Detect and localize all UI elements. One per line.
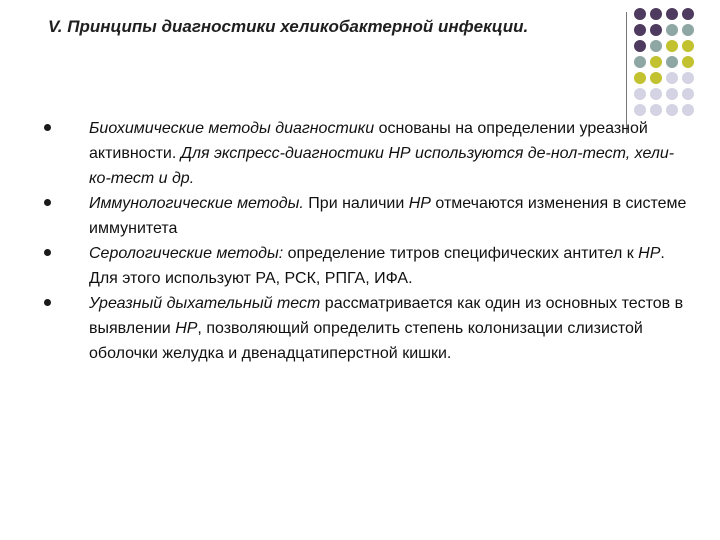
decorative-dot: [650, 88, 662, 100]
decorative-dot: [666, 104, 678, 116]
decorative-dot: [634, 40, 646, 52]
decorative-dot: [650, 104, 662, 116]
bullet-item: [44, 191, 694, 241]
decorative-dot-grid: [634, 8, 712, 118]
decorative-dot: [650, 8, 662, 20]
decorative-dot: [682, 56, 694, 68]
bullet-item: [44, 116, 694, 191]
bullet-dot-icon: [44, 249, 51, 256]
bullet-text-segment: НР: [408, 195, 431, 212]
bullet-item: [44, 291, 694, 366]
bullet-text-segment: Серологические методы:: [89, 245, 284, 262]
decorative-dot: [634, 56, 646, 68]
bullet-list: [44, 116, 694, 366]
decorative-dot: [650, 40, 662, 52]
bullet-text-segment: При наличии: [303, 195, 409, 212]
decorative-dot: [666, 88, 678, 100]
bullet-text-segment: , позволяющий определить степень колонизации слизистой оболочки желудка и двенадцатиперстной кишки.: [89, 320, 643, 362]
bullet-text-segment: Иммунологические методы.: [89, 195, 304, 212]
decorative-dot: [634, 104, 646, 116]
slide-title: V. Принципы диагностики хеликобактерной инфекции.: [48, 17, 529, 36]
bullet-text-segment: основаны на определении уреазной активности.: [89, 120, 648, 162]
bullet-text-segment: Биохимические методы диагностики: [89, 120, 375, 137]
decorative-dot: [634, 88, 646, 100]
decorative-dot: [682, 88, 694, 100]
decorative-dot: [666, 40, 678, 52]
bullet-dot-icon: [44, 124, 51, 131]
decorative-dot: [682, 24, 694, 36]
bullet-text-segment: Для экспресс-диагностики НР используются де-нол-тест, хели-ко-тест и др.: [89, 145, 675, 187]
bullet-dot-icon: [44, 299, 51, 306]
decorative-dot: [666, 72, 678, 84]
decorative-dot: [650, 56, 662, 68]
bullet-item: [44, 241, 694, 291]
bullet-text-segment: отмечаются изменения в системе иммунитета: [89, 195, 687, 237]
bullet-text-segment: . Для этого используют РА, РСК, РПГА, ИФА.: [89, 245, 665, 287]
bullet-dot-icon: [44, 199, 51, 206]
decorative-dot: [634, 24, 646, 36]
decorative-dot: [634, 8, 646, 20]
decorative-dot: [666, 24, 678, 36]
decorative-dot: [682, 8, 694, 20]
decorative-dot: [666, 8, 678, 20]
decorative-dot: [682, 104, 694, 116]
decorative-dot: [634, 72, 646, 84]
bullet-text-segment: НР: [175, 320, 198, 337]
bullet-text-segment: Уреазный дыхательный тест: [89, 295, 321, 312]
decorative-dot: [682, 72, 694, 84]
decorative-dot: [666, 56, 678, 68]
decorative-dot: [682, 40, 694, 52]
decorative-dot: [650, 72, 662, 84]
bullet-text-segment: определение титров специфических антител к: [283, 245, 639, 262]
decorative-dot: [650, 24, 662, 36]
bullet-text-segment: рассматривается как один из основных тестов в выявлении: [89, 295, 684, 337]
bullet-text-segment: НР: [638, 245, 661, 262]
